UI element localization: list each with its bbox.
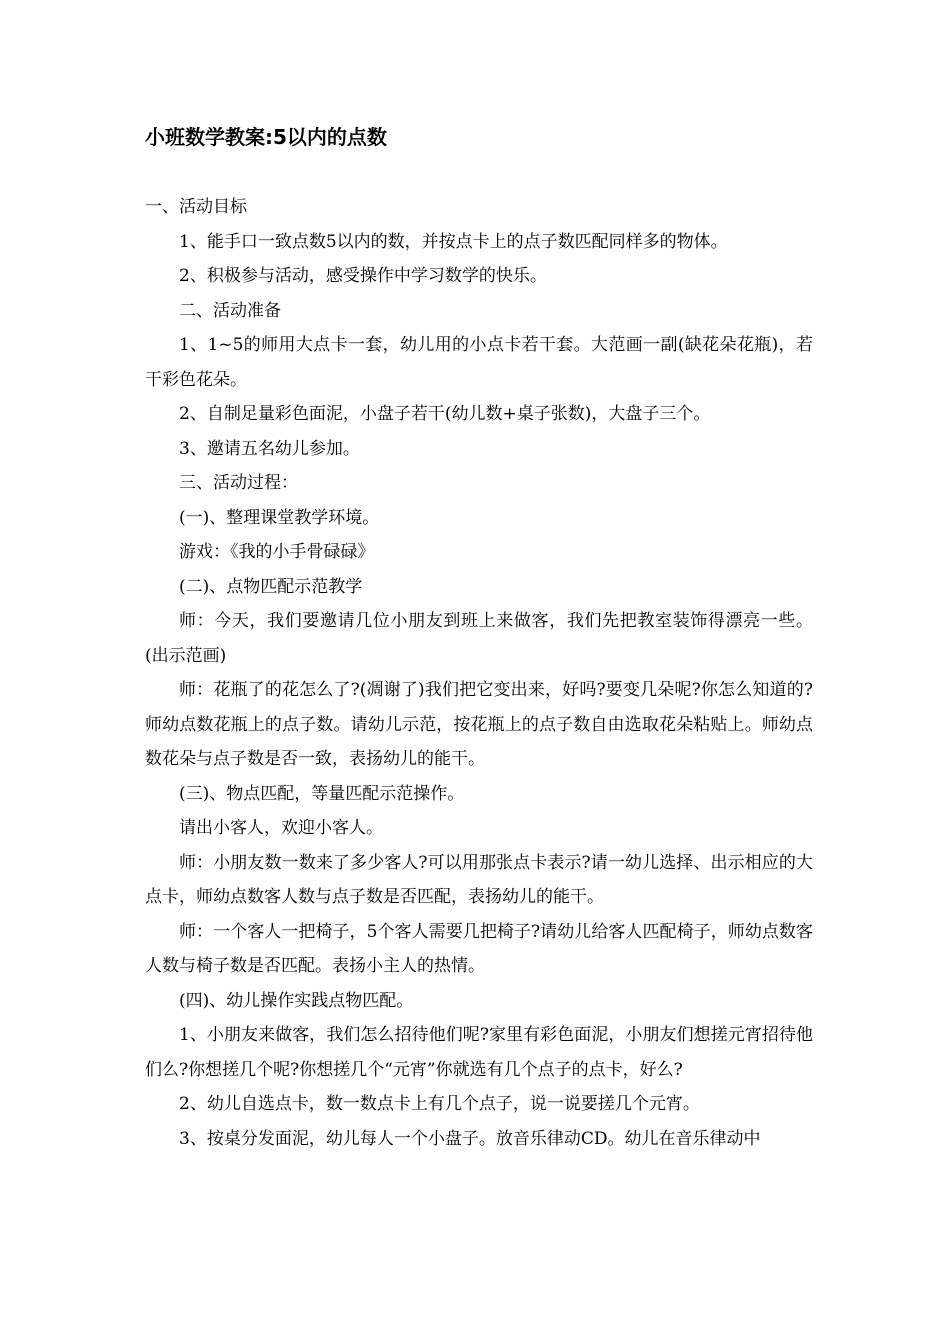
paragraph: 师：今天，我们要邀请几位小朋友到班上来做客，我们先把教室装饰得漂亮一些。(出示范画) [145,611,813,666]
paragraph: 2、幼儿自选点卡，数一数点卡上有几个点子，说一说要搓几个元宵。 [179,1094,700,1114]
paragraph: (四)、幼儿操作实践点物匹配。 [179,990,414,1011]
paragraph: 游戏：《我的小手骨碌碌》 [179,542,375,562]
paragraph: 一、活动目标 [145,197,247,217]
document-title: 小班数学教案:5以内的点数 [145,125,387,149]
paragraph: (二)、点物匹配示范教学 [179,576,363,597]
paragraph: (三)、物点匹配，等量匹配示范操作。 [179,783,465,804]
paragraph: 3、邀请五名幼儿参加。 [179,438,360,459]
paragraph: 二、活动准备 [179,300,281,321]
paragraph: 1、能手口一致点数5以内的数，并按点卡上的点子数匹配同样多的物体。 [179,231,728,252]
paragraph: 2、自制足量彩色面泥，小盘子若干(幼儿数+桌子张数)，大盘子三个。 [179,404,711,424]
paragraph: 请出小客人，欢迎小客人。 [179,818,383,838]
paragraph: 师：花瓶了的花怎么了?(凋谢了)我们把它变出来，好吗?要变几朵呢?你怎么知道的?师幼点数花瓶上的点子数。请幼儿示范，按花瓶上的点子数自由选取花朵粘贴上。师幼点数花朵与点子数是否一致，表扬幼儿的能干。 [145,680,813,769]
paragraph: 三、活动过程： [179,473,298,493]
paragraph: 3、按桌分发面泥，幼儿每人一个小盘子。放音乐律动CD。幼儿在音乐律动中 [179,1128,761,1149]
paragraph: 师：一个客人一把椅子，5个客人需要几把椅子?请幼儿给客人匹配椅子，师幼点数客人数与椅子数是否匹配。表扬小主人的热情。 [145,921,813,976]
paragraph: 1、1~5的师用大点卡一套，幼儿用的小点卡若干套。大范画一副(缺花朵花瓶)，若干彩色花朵。 [145,335,813,390]
paragraph: 2、积极参与活动，感受操作中学习数学的快乐。 [179,266,547,286]
paragraph: (一)、整理课堂教学环境。 [179,507,380,528]
paragraph: 1、小朋友来做客，我们怎么招待他们呢?家里有彩色面泥，小朋友们想搓元宵招待他们么?你想搓几个呢?你想搓几个“元宵”你就选有几个点子的点卡，好么? [145,1025,813,1080]
document-body [145,190,813,1156]
paragraph: 师：小朋友数一数来了多少客人?可以用那张点卡表示?请一幼儿选择、出示相应的大点卡，师幼点数客人数与点子数是否匹配，表扬幼儿的能干。 [145,852,813,907]
